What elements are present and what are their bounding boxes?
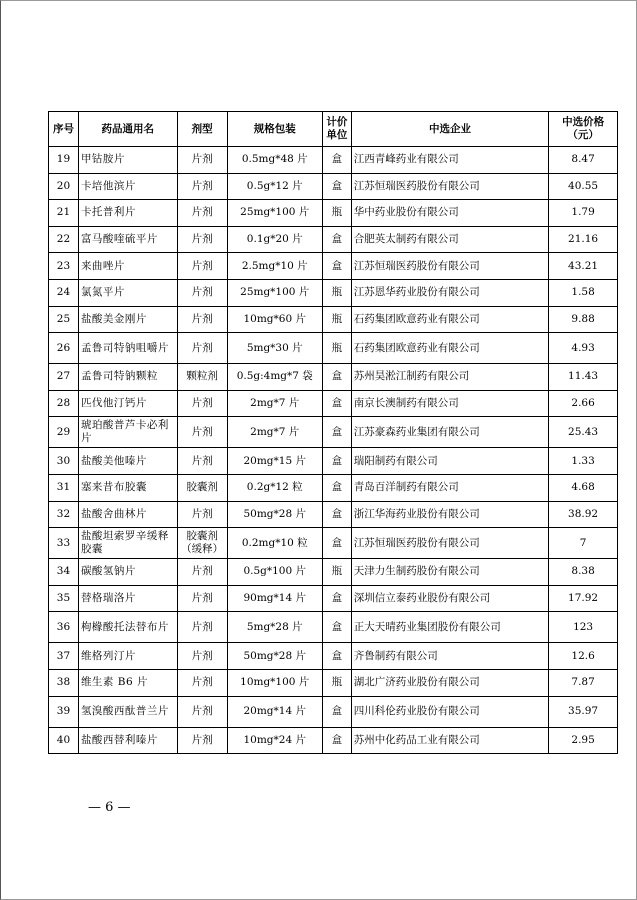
cell-no: 28 (49, 390, 79, 417)
cell-spec: 0.5g:4mg*7 袋 (227, 364, 322, 391)
cell-spec: 0.5g*12 片 (227, 173, 322, 200)
cell-form: 片剂 (177, 279, 227, 306)
table-header-row (49, 112, 618, 147)
cell-unit: 瓶 (322, 559, 351, 586)
cell-form: 片剂 (177, 501, 227, 528)
cell-name: 来曲唑片 (78, 253, 177, 280)
cell-unit: 盒 (322, 147, 351, 174)
cell-form: 胶囊剂 (177, 474, 227, 501)
cell-firm: 南京长澳制药有限公司 (351, 390, 548, 417)
cell-unit: 盒 (322, 173, 351, 200)
cell-spec: 0.2mg*10 粒 (227, 528, 322, 559)
cell-form: 胶囊剂（缓释） (177, 528, 227, 559)
cell-name: 匹伐他汀钙片 (78, 390, 177, 417)
cell-name: 维格列汀片 (78, 643, 177, 670)
table-row (49, 448, 618, 475)
cell-form: 片剂 (177, 643, 227, 670)
cell-no: 27 (49, 364, 79, 391)
header-no: 序号 (49, 112, 79, 147)
cell-price: 21.16 (549, 226, 618, 253)
cell-price: 1.33 (549, 448, 618, 475)
cell-price: 4.93 (549, 333, 618, 364)
cell-form: 片剂 (177, 173, 227, 200)
cell-firm: 江苏豪森药业集团有限公司 (351, 417, 548, 448)
cell-unit: 盒 (322, 417, 351, 448)
cell-no: 26 (49, 333, 79, 364)
cell-spec: 20mg*15 片 (227, 448, 322, 475)
cell-unit: 盒 (322, 364, 351, 391)
cell-firm: 江苏恒瑞医药股份有限公司 (351, 173, 548, 200)
cell-price: 12.6 (549, 643, 618, 670)
cell-firm: 浙江华海药业股份有限公司 (351, 501, 548, 528)
cell-price: 2.66 (549, 390, 618, 417)
cell-spec: 50mg*28 片 (227, 501, 322, 528)
cell-price: 25.43 (549, 417, 618, 448)
cell-price: 38.92 (549, 501, 618, 528)
cell-no: 23 (49, 253, 79, 280)
table-row (49, 559, 618, 586)
table-row (49, 696, 618, 727)
header-price: 中选价格（元） (549, 112, 618, 147)
cell-name: 维生素 B6 片 (78, 669, 177, 696)
cell-price: 11.43 (549, 364, 618, 391)
cell-no: 36 (49, 612, 79, 643)
cell-name: 孟鲁司特钠咀嚼片 (78, 333, 177, 364)
table-row (49, 612, 618, 643)
cell-firm: 四川科伦药业股份有限公司 (351, 696, 548, 727)
table-row (49, 669, 618, 696)
cell-price: 8.38 (549, 559, 618, 586)
cell-spec: 25mg*100 片 (227, 279, 322, 306)
table-row (49, 364, 618, 391)
cell-name: 氯氮平片 (78, 279, 177, 306)
table-row (49, 306, 618, 333)
cell-firm: 青岛百洋制药有限公司 (351, 474, 548, 501)
cell-no: 35 (49, 585, 79, 612)
cell-name: 卡培他滨片 (78, 173, 177, 200)
cell-name: 富马酸喹硫平片 (78, 226, 177, 253)
cell-spec: 2mg*7 片 (227, 417, 322, 448)
cell-unit: 瓶 (322, 306, 351, 333)
header-name: 药品通用名 (78, 112, 177, 147)
cell-unit: 瓶 (322, 200, 351, 227)
cell-form: 片剂 (177, 200, 227, 227)
cell-unit: 盒 (322, 253, 351, 280)
table-row (49, 727, 618, 754)
cell-form: 片剂 (177, 612, 227, 643)
cell-unit: 盒 (322, 643, 351, 670)
cell-form: 片剂 (177, 226, 227, 253)
cell-unit: 盒 (322, 226, 351, 253)
cell-price: 8.47 (549, 147, 618, 174)
cell-firm: 齐鲁制药有限公司 (351, 643, 548, 670)
drug-price-table (48, 111, 618, 754)
cell-form: 片剂 (177, 147, 227, 174)
cell-spec: 20mg*14 片 (227, 696, 322, 727)
cell-no: 24 (49, 279, 79, 306)
cell-no: 39 (49, 696, 79, 727)
cell-no: 21 (49, 200, 79, 227)
table-row (49, 501, 618, 528)
table-row (49, 253, 618, 280)
cell-spec: 90mg*14 片 (227, 585, 322, 612)
cell-firm: 天津力生制药股份有限公司 (351, 559, 548, 586)
cell-price: 17.92 (549, 585, 618, 612)
cell-name: 盐酸舍曲林片 (78, 501, 177, 528)
cell-form: 片剂 (177, 306, 227, 333)
cell-name: 塞来昔布胶囊 (78, 474, 177, 501)
cell-firm: 江苏恩华药业股份有限公司 (351, 279, 548, 306)
cell-firm: 华中药业股份有限公司 (351, 200, 548, 227)
cell-unit: 瓶 (322, 279, 351, 306)
cell-spec: 5mg*30 片 (227, 333, 322, 364)
cell-no: 31 (49, 474, 79, 501)
cell-firm: 石药集团欧意药业有限公司 (351, 333, 548, 364)
table-row (49, 147, 618, 174)
cell-firm: 湖北广济药业股份有限公司 (351, 669, 548, 696)
cell-unit: 瓶 (322, 333, 351, 364)
cell-price: 123 (549, 612, 618, 643)
cell-spec: 0.2g*12 粒 (227, 474, 322, 501)
table-row (49, 528, 618, 559)
cell-unit: 盒 (322, 474, 351, 501)
cell-no: 34 (49, 559, 79, 586)
cell-form: 片剂 (177, 585, 227, 612)
header-spec: 规格包装 (227, 112, 322, 147)
cell-unit: 盒 (322, 612, 351, 643)
header-firm: 中选企业 (351, 112, 548, 147)
page-number: — 6 — (88, 800, 131, 815)
cell-unit: 盒 (322, 727, 351, 754)
cell-unit: 瓶 (322, 669, 351, 696)
cell-name: 盐酸西替利嗪片 (78, 727, 177, 754)
cell-spec: 0.5mg*48 片 (227, 147, 322, 174)
cell-name: 卡托普利片 (78, 200, 177, 227)
cell-name: 碳酸氢钠片 (78, 559, 177, 586)
cell-name: 盐酸坦索罗辛缓释胶囊 (78, 528, 177, 559)
cell-unit: 盒 (322, 696, 351, 727)
cell-no: 37 (49, 643, 79, 670)
cell-name: 盐酸美他嗪片 (78, 448, 177, 475)
cell-form: 片剂 (177, 448, 227, 475)
cell-form: 片剂 (177, 417, 227, 448)
cell-form: 片剂 (177, 696, 227, 727)
cell-spec: 2mg*7 片 (227, 390, 322, 417)
table-row (49, 173, 618, 200)
cell-spec: 0.1g*20 片 (227, 226, 322, 253)
cell-spec: 25mg*100 片 (227, 200, 322, 227)
cell-price: 7.87 (549, 669, 618, 696)
cell-spec: 10mg*24 片 (227, 727, 322, 754)
cell-spec: 0.5g*100 片 (227, 559, 322, 586)
cell-no: 33 (49, 528, 79, 559)
header-unit: 计价单位 (322, 112, 351, 147)
cell-firm: 合肥英太制药有限公司 (351, 226, 548, 253)
cell-firm: 正大天晴药业集团股份有限公司 (351, 612, 548, 643)
cell-spec: 5mg*28 片 (227, 612, 322, 643)
cell-form: 片剂 (177, 390, 227, 417)
cell-firm: 江苏恒瑞医药股份有限公司 (351, 528, 548, 559)
cell-firm: 江苏恒瑞医药股份有限公司 (351, 253, 548, 280)
table-row (49, 585, 618, 612)
cell-spec: 10mg*100 片 (227, 669, 322, 696)
cell-name: 氢溴酸西酞普兰片 (78, 696, 177, 727)
cell-form: 片剂 (177, 333, 227, 364)
table-row (49, 417, 618, 448)
cell-form: 片剂 (177, 727, 227, 754)
cell-form: 片剂 (177, 559, 227, 586)
cell-name: 盐酸美金刚片 (78, 306, 177, 333)
table-row (49, 226, 618, 253)
cell-price: 2.95 (549, 727, 618, 754)
cell-price: 4.68 (549, 474, 618, 501)
cell-unit: 盒 (322, 528, 351, 559)
cell-firm: 深圳信立泰药业股份有限公司 (351, 585, 548, 612)
cell-name: 孟鲁司特钠颗粒 (78, 364, 177, 391)
cell-no: 20 (49, 173, 79, 200)
table-row (49, 279, 618, 306)
cell-unit: 盒 (322, 585, 351, 612)
cell-spec: 50mg*28 片 (227, 643, 322, 670)
table-row (49, 390, 618, 417)
cell-price: 1.58 (549, 279, 618, 306)
table-row (49, 643, 618, 670)
cell-firm: 江西青峰药业有限公司 (351, 147, 548, 174)
cell-price: 9.88 (549, 306, 618, 333)
cell-firm: 苏州昊淞江制药有限公司 (351, 364, 548, 391)
cell-name: 琥珀酸普芦卡必利片 (78, 417, 177, 448)
cell-price: 43.21 (549, 253, 618, 280)
cell-form: 片剂 (177, 669, 227, 696)
cell-name: 替格瑞洛片 (78, 585, 177, 612)
cell-price: 40.55 (549, 173, 618, 200)
table-row (49, 474, 618, 501)
cell-spec: 10mg*60 片 (227, 306, 322, 333)
cell-no: 25 (49, 306, 79, 333)
header-form: 剂型 (177, 112, 227, 147)
cell-firm: 苏州中化药品工业有限公司 (351, 727, 548, 754)
table-body (49, 147, 618, 754)
cell-no: 40 (49, 727, 79, 754)
cell-no: 32 (49, 501, 79, 528)
cell-form: 片剂 (177, 253, 227, 280)
cell-no: 22 (49, 226, 79, 253)
cell-name: 枸橼酸托法替布片 (78, 612, 177, 643)
cell-price: 35.97 (549, 696, 618, 727)
cell-price: 7 (549, 528, 618, 559)
cell-unit: 盒 (322, 501, 351, 528)
cell-no: 19 (49, 147, 79, 174)
cell-no: 38 (49, 669, 79, 696)
cell-price: 1.79 (549, 200, 618, 227)
cell-firm: 瑞阳制药有限公司 (351, 448, 548, 475)
cell-name: 甲钴胺片 (78, 147, 177, 174)
table-row (49, 333, 618, 364)
cell-unit: 盒 (322, 390, 351, 417)
cell-form: 颗粒剂 (177, 364, 227, 391)
cell-spec: 2.5mg*10 片 (227, 253, 322, 280)
cell-no: 29 (49, 417, 79, 448)
cell-firm: 石药集团欧意药业有限公司 (351, 306, 548, 333)
cell-no: 30 (49, 448, 79, 475)
cell-unit: 盒 (322, 448, 351, 475)
table-row (49, 200, 618, 227)
